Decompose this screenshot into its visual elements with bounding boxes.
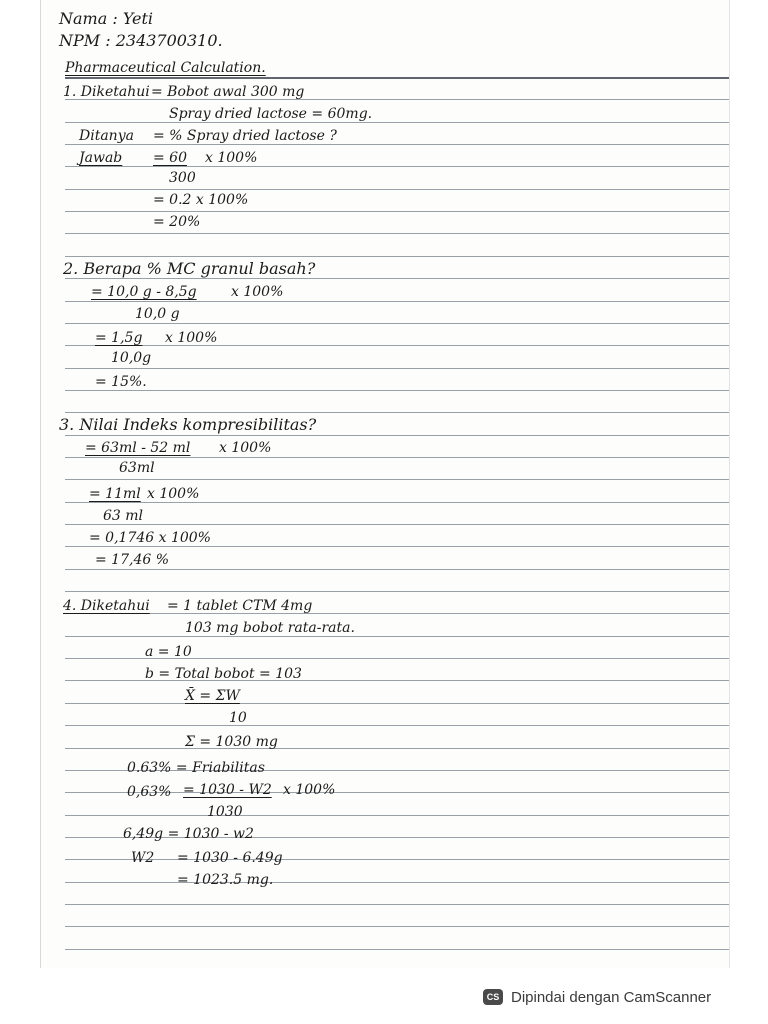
ruled-line <box>65 725 729 726</box>
ruled-line <box>65 77 729 79</box>
ruled-line <box>65 703 729 704</box>
q1-label: 1. Diketahui <box>63 84 150 100</box>
q4-fri3: 6,49g = 1030 - w2 <box>123 826 254 842</box>
ruled-line <box>65 613 729 614</box>
camscanner-logo-icon: CS <box>483 989 503 1005</box>
q1-step1-denominator: 300 <box>169 170 196 186</box>
ruled-line <box>65 390 729 391</box>
ruled-line <box>65 636 729 637</box>
ruled-lines <box>41 0 729 968</box>
q3-step2-numerator: = 11ml <box>89 486 141 502</box>
ruled-line <box>65 748 729 749</box>
ruled-line <box>65 323 729 324</box>
q3-question: 3. Nilai Indeks kompresibilitas? <box>59 415 317 434</box>
camscanner-label: Dipindai dengan CamScanner <box>511 988 712 1006</box>
ruled-line <box>65 815 729 816</box>
q1-ditanya-label: Ditanya <box>79 128 134 144</box>
ruled-line <box>65 189 729 190</box>
q4-friabilitas: 0.63% = Friabilitas <box>127 760 265 776</box>
ruled-line <box>65 144 729 145</box>
q1-jawab-label: Jawab <box>79 150 123 166</box>
ruled-line <box>65 278 729 279</box>
q2-result: = 15%. <box>95 374 147 390</box>
q2-question: 2. Berapa % MC granul basah? <box>63 259 316 278</box>
scanned-notebook-page <box>40 0 730 968</box>
ruled-line <box>65 904 729 905</box>
ruled-line <box>65 524 729 525</box>
ruled-line <box>65 412 729 413</box>
q3-step3: = 0,1746 x 100% <box>89 530 211 546</box>
q4-fri2-multiplier: x 100% <box>283 782 336 798</box>
q1-step2: = 0.2 x 100% <box>153 192 249 208</box>
q4-w2-step: = 1030 - 6.49g <box>177 850 283 866</box>
ruled-line <box>65 926 729 927</box>
q4-xbar: X̄ = ΣW <box>185 688 240 704</box>
ruled-line <box>65 569 729 570</box>
q3-step2-multiplier: x 100% <box>147 486 200 502</box>
q4-label: 4. Diketahui <box>63 598 150 614</box>
ruled-line <box>65 256 729 257</box>
camscanner-watermark <box>483 986 711 1008</box>
q2-step1-numerator: = 10,0 g - 8,5g <box>91 284 197 300</box>
ruled-line <box>65 546 729 547</box>
ruled-line <box>65 479 729 480</box>
q3-step1-numerator: = 63ml - 52 ml <box>85 440 191 456</box>
q4-w2-result: = 1023.5 mg. <box>177 872 274 888</box>
q4-a: a = 10 <box>145 644 192 660</box>
student-name: Nama : Yeti <box>59 9 153 28</box>
student-npm: NPM : 2343700310. <box>59 31 223 50</box>
ruled-line <box>65 435 729 436</box>
ruled-line <box>65 859 729 860</box>
q4-xbar-denominator: 10 <box>229 710 247 726</box>
q1-result: = 20% <box>153 214 201 230</box>
q4-w2-label: W2 <box>131 850 155 866</box>
q3-step1-multiplier: x 100% <box>219 440 272 456</box>
q2-step2-multiplier: x 100% <box>165 330 218 346</box>
q3-result: = 17,46 % <box>95 552 170 568</box>
q1-ditanya: = % Spray dried lactose ? <box>153 128 337 144</box>
q4-sum: Σ = 1030 mg <box>185 734 278 750</box>
q4-eq2: 103 mg bobot rata-rata. <box>185 620 355 636</box>
q2-step1-multiplier: x 100% <box>231 284 284 300</box>
ruled-line <box>65 233 729 234</box>
q4-fri2-left: 0,63% <box>127 784 172 800</box>
q1-step1-multiplier: x 100% <box>205 150 258 166</box>
q2-step1-denominator: 10,0 g <box>135 306 180 322</box>
q1-eq1: = Bobot awal 300 mg <box>151 84 305 100</box>
q4-b: b = Total bobot = 103 <box>145 666 302 682</box>
ruled-line <box>65 301 729 302</box>
q4-fri2-denominator: 1030 <box>207 804 243 820</box>
ruled-line <box>65 122 729 123</box>
ruled-line <box>65 368 729 369</box>
q4-fri2-numerator: = 1030 - W2 <box>183 782 272 798</box>
ruled-line <box>65 457 729 458</box>
ruled-line <box>65 591 729 592</box>
q1-step1-numerator: = 60 <box>153 150 187 166</box>
q3-step1-denominator: 63ml <box>119 460 155 476</box>
q2-step2-numerator: = 1,5g <box>95 330 143 346</box>
q2-step2-denominator: 10,0g <box>111 350 152 366</box>
q3-step2-denominator: 63 ml <box>103 508 144 524</box>
ruled-line <box>65 949 729 950</box>
ruled-line <box>65 211 729 212</box>
ruled-line <box>65 166 729 167</box>
q1-eq2: Spray dried lactose = 60mg. <box>169 106 373 122</box>
ruled-line <box>65 882 729 883</box>
page-title: Pharmaceutical Calculation. <box>65 60 266 76</box>
q4-eq1: = 1 tablet CTM 4mg <box>167 598 313 614</box>
